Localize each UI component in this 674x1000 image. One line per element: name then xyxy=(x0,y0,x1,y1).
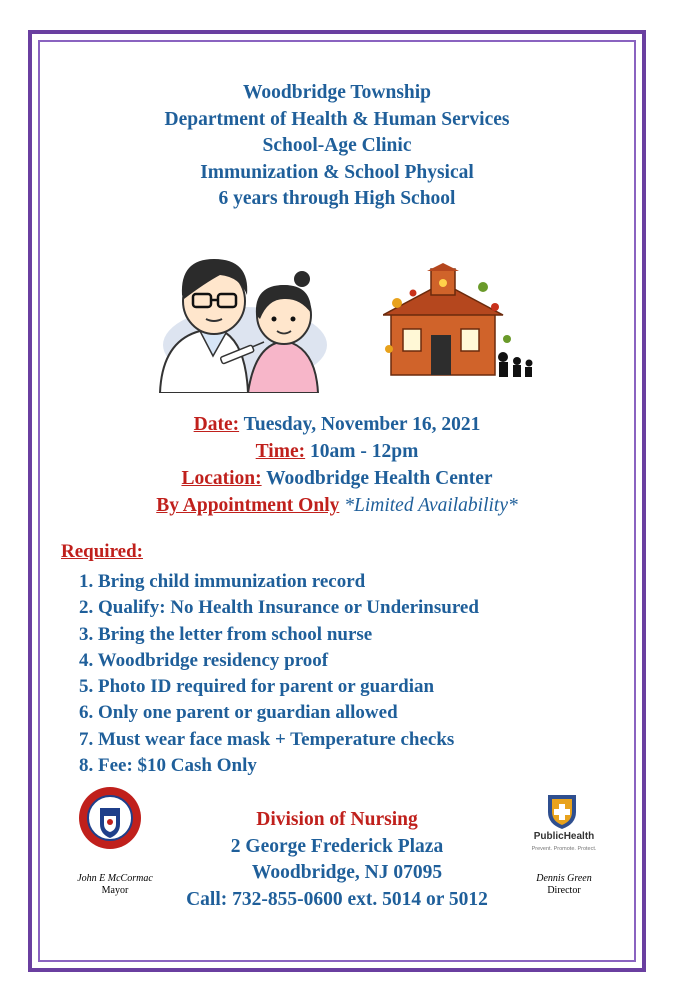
director-name: Dennis Green xyxy=(536,873,592,884)
requirement-item: 5. Photo ID required for parent or guardian xyxy=(79,676,435,698)
public-health-tagline: Prevent. Promote. Protect. xyxy=(531,846,597,852)
requirement-item: 1. Bring child immunization record xyxy=(79,571,366,592)
requirement-item: 2. Qualify: No Health Insurance or Underinsured xyxy=(79,597,479,619)
event-details xyxy=(0,411,674,519)
director-signature xyxy=(522,873,606,897)
time-label: Time: xyxy=(255,441,306,462)
date-label: Date: xyxy=(193,414,240,435)
time-value: 10am - 12pm xyxy=(305,441,419,462)
date-value: Tuesday, November 16, 2021 xyxy=(239,414,481,435)
public-health-shield-logo xyxy=(544,792,580,830)
mayor-title: Mayor xyxy=(101,885,129,896)
date-line xyxy=(0,411,674,438)
schoolhouse-illustration xyxy=(383,263,533,385)
header-line-service: Immunization & School Physical xyxy=(200,161,474,183)
appointment-label: By Appointment Only xyxy=(156,495,340,516)
requirement-item: 6. Only one parent or guardian allowed xyxy=(79,702,398,724)
time-line xyxy=(0,438,674,465)
header-line-clinic: School-Age Clinic xyxy=(262,135,412,156)
requirements-list xyxy=(79,569,479,779)
required-heading: Required: xyxy=(61,541,143,562)
requirement-item: 7. Must wear face mask + Temperature checks xyxy=(79,728,455,750)
header-line-department: Department of Health & Human Services xyxy=(164,108,510,130)
doctor-vaccinating-child-illustration xyxy=(150,243,328,393)
location-line xyxy=(0,465,674,492)
location-label: Location: xyxy=(181,468,262,489)
appointment-line xyxy=(0,492,674,519)
address-city: Woodbridge, NJ 07095 xyxy=(251,862,443,883)
requirement-item: 4. Woodbridge residency proof xyxy=(79,649,329,671)
division-name: Division of Nursing xyxy=(256,809,418,830)
phone-number: Call: 732-855-0600 ext. 5014 or 5012 xyxy=(186,888,488,910)
flyer-header xyxy=(0,80,674,213)
availability-note: *Limited Availability* xyxy=(339,495,518,516)
location-value: Woodbridge Health Center xyxy=(261,468,493,489)
public-health-brand: PublicHealth xyxy=(533,831,595,842)
header-line-ages: 6 years through High School xyxy=(218,188,456,209)
address-street: 2 George Frederick Plaza xyxy=(230,835,444,857)
header-line-township: Woodbridge Township xyxy=(242,82,432,103)
director-title: Director xyxy=(547,885,581,896)
requirement-item: 3. Bring the letter from school nurse xyxy=(79,623,373,645)
public-health-logo-text xyxy=(526,831,602,855)
mayor-name: John E McCormac xyxy=(77,873,153,884)
requirement-item: 8. Fee: $10 Cash Only xyxy=(79,755,257,777)
